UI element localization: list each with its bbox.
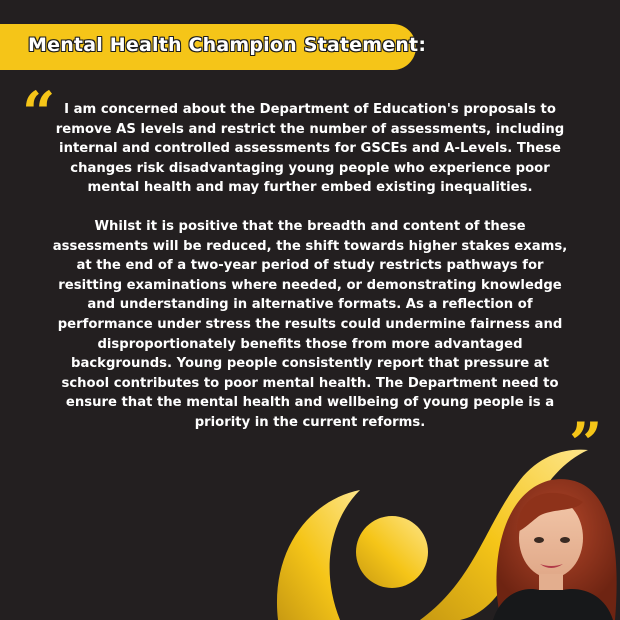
close-quote-icon: ” xyxy=(569,410,603,478)
statement-paragraph-2: Whilst it is positive that the breadth and content of these assessments will be reduced, the shift towards higher stakes exams, at the end of a two-year period of study restricts pathways for resitting examinations where needed, or demonstrating knowledge and understanding in alternative formats. As a reflection of performance under stress the results could undermine fairness and disproportionately benefits those from more advantaged backgrounds. Young people consistently report that pressure at school contributes to poor mental health. The Department need to ensure that the mental health and wellbeing of young people is a priority in the current reforms. xyxy=(52,218,568,430)
statement-text xyxy=(52,100,568,433)
statement-paragraph-1: I am concerned about the Department of Education's proposals to remove AS levels and restrict the number of assessments, including internal and controlled assessments for GSCEs and A-Levels. These changes risk disadvantaging young people who experience poor mental health and may further embed existing inequalities. xyxy=(55,102,565,196)
banner-title: Mental Health Champion Statement: xyxy=(28,34,427,56)
title-banner xyxy=(0,24,427,70)
open-quote-icon: “ xyxy=(22,79,56,147)
portrait-photo xyxy=(483,462,620,620)
